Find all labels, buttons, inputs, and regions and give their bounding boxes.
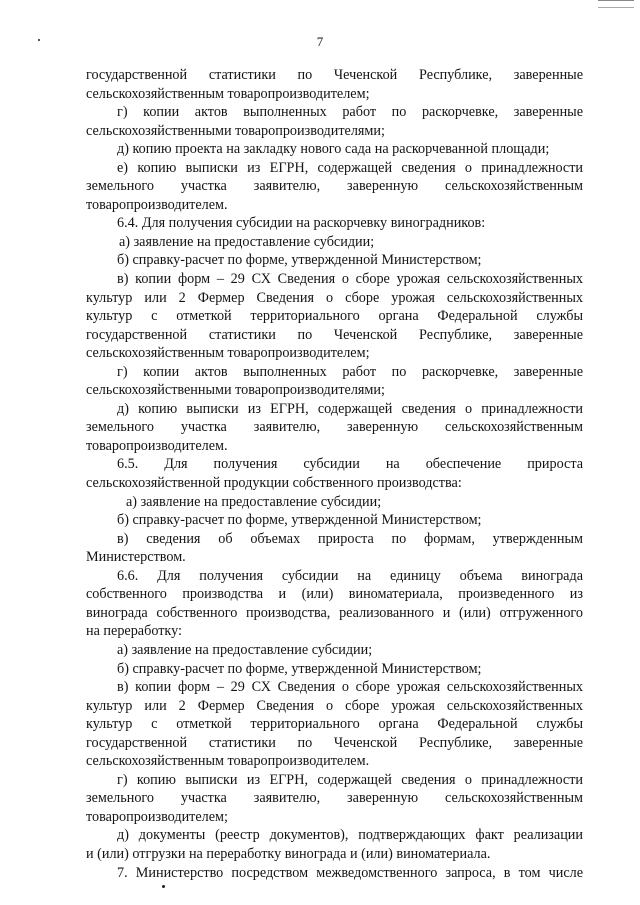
text-line: земельного участка заявителю, заверенную сельскохозяйственным	[86, 419, 583, 436]
text-line: и (или) отгрузки на переработку винограда и (или) виноматериала.	[86, 845, 491, 862]
text-line: в) копии форм – 29 СХ Сведения о сборе урожая сельскохозяйственных	[117, 679, 583, 696]
text-line: в) сведения об объемах прироста по формам, утвержденным	[117, 530, 583, 547]
text-line: винограда собственного производства, реализованного и (или) отгруженного	[86, 604, 583, 621]
text-line: а) заявление на предоставление субсидии;	[117, 641, 373, 658]
text-line: сельскохозяйственным товаропроизводителем.	[86, 753, 370, 770]
text-line: сельскохозяйственными товаропроизводителями;	[86, 382, 385, 399]
text-line: культур или 2 Фермер Сведения о сборе урожая сельскохозяйственных	[86, 697, 583, 714]
text-line: б) справку-расчет по форме, утвержденной Министерством;	[117, 660, 482, 677]
text-line: б) справку-расчет по форме, утвержденной Министерством;	[117, 512, 482, 529]
scan-corner-mark	[598, 0, 634, 8]
text-line: 6.5. Для получения субсидии на обеспечение прироста	[117, 456, 583, 473]
text-line: культур с отметкой территориального органа Федеральной службы	[86, 308, 583, 325]
text-line: государственной статистики по Чеченской Республике, заверенные	[86, 734, 583, 751]
text-line: г) копию выписки из ЕГРН, содержащей сведения о принадлежности	[117, 771, 583, 788]
text-line: сельскохозяйственной продукции собственного производства:	[86, 475, 462, 492]
text-line: д) копию выписки из ЕГРН, содержащей сведения о принадлежности	[117, 400, 583, 417]
text-line: д) документы (реестр документов), подтверждающих факт реализации	[117, 827, 583, 844]
text-line: а) заявление на предоставление субсидии;	[126, 493, 382, 510]
text-line: Министерством.	[86, 549, 186, 566]
text-line: товаропроизводителем.	[86, 196, 228, 213]
text-line: товаропроизводителем.	[86, 437, 228, 454]
text-line: сельскохозяйственным товаропроизводителем;	[86, 345, 370, 362]
text-line: сельскохозяйственным товаропроизводителем;	[86, 85, 370, 102]
document-body	[86, 66, 583, 882]
text-line: 6.4. Для получения субсидии на раскорчевку виноградников:	[117, 215, 486, 232]
text-line: культур с отметкой территориального органа Федеральной службы	[86, 716, 583, 733]
text-line: г) копии актов выполненных работ по раскорчевке, заверенные	[117, 104, 583, 121]
text-line: 7. Министерство посредством межведомственного запроса, в том числе	[117, 864, 583, 881]
text-line: б) справку-расчет по форме, утвержденной Министерством;	[117, 252, 482, 269]
text-line: собственного производства и (или) виноматериала, произведенного из	[86, 586, 583, 603]
text-line: а) заявление на предоставление субсидии;	[119, 233, 375, 250]
text-line: земельного участка заявителю, заверенную сельскохозяйственным	[86, 790, 583, 807]
text-line: государственной статистики по Чеченской Республике, заверенные	[86, 326, 583, 343]
page-number: 7	[316, 34, 324, 49]
text-line: д) копию проекта на закладку нового сада на раскорчеванной площади;	[117, 141, 550, 158]
text-line: государственной статистики по Чеченской Республике, заверенные	[86, 67, 583, 83]
text-line: культур или 2 Фермер Сведения о сборе урожая сельскохозяйственных	[86, 289, 583, 306]
text-line: сельскохозяйственными товаропроизводителями;	[86, 122, 385, 139]
scan-speck	[162, 885, 165, 888]
text-line: в) копии форм – 29 СХ Сведения о сборе урожая сельскохозяйственных	[117, 271, 583, 288]
text-line: земельного участка заявителю, заверенную сельскохозяйственным	[86, 178, 583, 195]
text-line: товаропроизводителем;	[86, 808, 228, 825]
text-line: 6.6. Для получения субсидии на единицу объема винограда	[117, 567, 583, 584]
text-line: г) копии актов выполненных работ по раскорчевке, заверенные	[117, 363, 583, 380]
text-line: е) копию выписки из ЕГРН, содержащей сведения о принадлежности	[117, 159, 583, 176]
text-line: на переработку:	[86, 623, 182, 640]
